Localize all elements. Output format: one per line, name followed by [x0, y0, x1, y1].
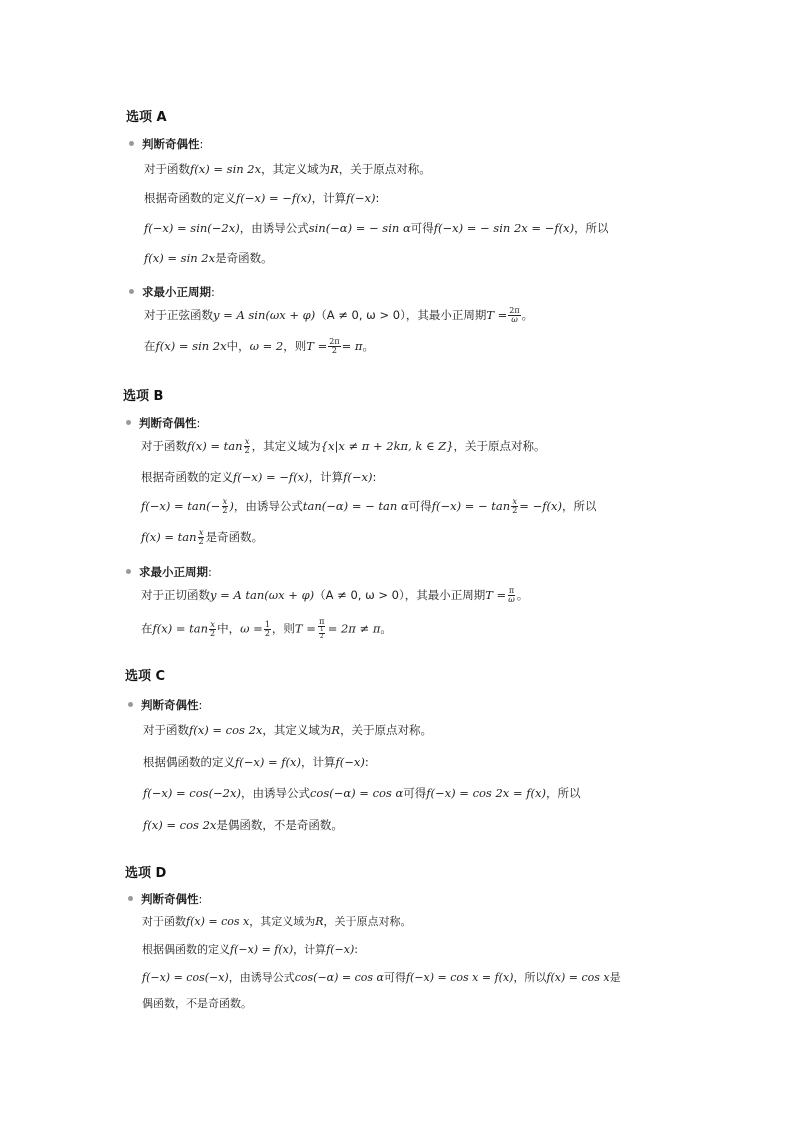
- section-title: 选项 C: [125, 669, 166, 684]
- text-line: 根据奇函数的定义f(−x) = −f(x)，计算f(−x):: [141, 470, 377, 484]
- section-title: 选项 A: [126, 110, 167, 125]
- bullet-dot-icon: [129, 289, 134, 294]
- bullet-dot-icon: [129, 141, 134, 146]
- section-title: 选项 B: [123, 389, 164, 404]
- text-line: 对于正切函数y = A tan(ωx + φ)（A ≠ 0, ω > 0），其最小正周期T = $\frac{\pi}{\omega}$ 。: [141, 586, 529, 604]
- text-line: f(−x) = cos(−2x)，由诱导公式cos(−α) = cos α可得f(−x) = cos 2x = f(x)，所以: [143, 786, 581, 800]
- text-line: f(x) = sin 2x是奇函数。: [144, 251, 273, 265]
- bullet-parity: 判断奇偶性:: [126, 415, 200, 431]
- text-line: f(x) = tan $\frac{x}{2}$ 是奇函数。: [141, 528, 264, 546]
- text-line: 对于函数f(x) = cos 2x，其定义域为R，关于原点对称。: [143, 723, 433, 737]
- bullet-label: 求最小正周期: [139, 565, 208, 579]
- text-line: 对于函数f(x) = cos x，其定义域为R，关于原点对称。: [142, 915, 412, 928]
- text-line: 根据偶函数的定义f(−x) = f(x)，计算f(−x):: [143, 755, 369, 769]
- bullet-label: 判断奇偶性: [141, 698, 199, 712]
- text-line: 在f(x) = sin 2x中，ω = 2，则T = $\frac{2\pi}{2}$ = π。: [144, 337, 374, 355]
- bullet-label: 判断奇偶性: [139, 416, 197, 430]
- text-line: 在f(x) = tan $\frac{x}{2}$ 中，ω = $\frac{1}{2}$ ，则T = $\frac{\pi}{\frac{1}{2}}$ = 2π ≠ π。: [141, 617, 392, 640]
- text-line: 偶函数，不是奇函数。: [142, 997, 252, 1010]
- bullet-label: 求最小正周期: [142, 285, 211, 299]
- bullet-dot-icon: [126, 569, 131, 574]
- text-line: 根据偶函数的定义f(−x) = f(x)，计算f(−x):: [142, 943, 358, 956]
- text-line: f(x) = cos 2x是偶函数，不是奇函数。: [143, 818, 343, 832]
- bullet-parity: 判断奇偶性:: [128, 697, 202, 713]
- bullet-dot-icon: [128, 896, 133, 901]
- bullet-parity: 判断奇偶性:: [128, 891, 202, 907]
- text-line: f(−x) = sin(−2x)，由诱导公式sin(−α) = − sin α可得f(−x) = − sin 2x = −f(x)，所以: [144, 221, 609, 235]
- bullet-label: 判断奇偶性: [141, 892, 199, 906]
- bullet-dot-icon: [128, 702, 133, 707]
- bullet-period: 求最小正周期:: [126, 564, 212, 580]
- text-line: 根据奇函数的定义f(−x) = −f(x)，计算f(−x):: [144, 191, 380, 205]
- text-line: f(−x) = tan(− $\frac{x}{2}$ )，由诱导公式tan(−α) = − tan α可得f(−x) = − tan $\frac{x}{2}$ = −f(x)，所以: [141, 497, 597, 515]
- text-line: 对于函数f(x) = sin 2x，其定义域为R，关于原点对称。: [144, 162, 431, 176]
- text-line: 对于函数f(x) = tan $\frac{x}{2}$ ，其定义域为{x|x ≠ π + 2kπ, k ∈ Z}，关于原点对称。: [141, 437, 546, 455]
- bullet-period: 求最小正周期:: [129, 284, 215, 300]
- text-line: 对于正弦函数y = A sin(ωx + φ)（A ≠ 0, ω > 0），其最小正周期T = $\frac{2\pi}{\omega}$ 。: [144, 306, 534, 324]
- text-line: f(−x) = cos(−x)，由诱导公式cos(−α) = cos α可得f(−x) = cos x = f(x)，所以f(x) = cos x是: [142, 971, 621, 984]
- bullet-label: 判断奇偶性: [142, 137, 200, 151]
- bullet-parity: 判断奇偶性:: [129, 136, 203, 152]
- bullet-dot-icon: [126, 420, 131, 425]
- section-title: 选项 D: [125, 866, 167, 881]
